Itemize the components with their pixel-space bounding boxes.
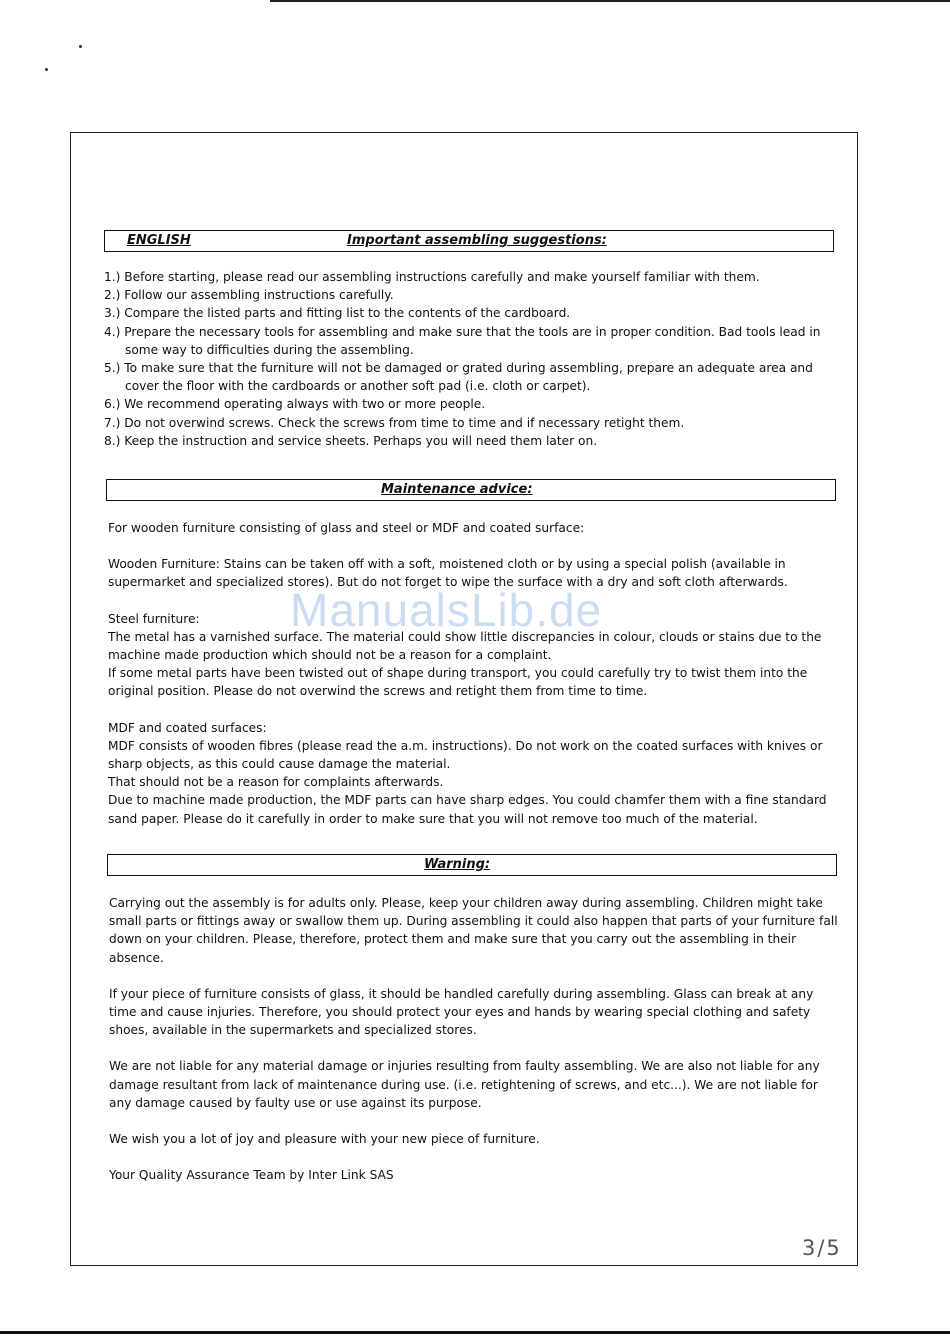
maintenance-intro: For wooden furniture consisting of glass and steel or MDF and coated surface: [108, 521, 585, 535]
list-item: 8.) Keep the instruction and service sheets. Perhaps you will need them later on. [104, 433, 598, 448]
language-label: ENGLISH [127, 233, 191, 248]
list-item: 1.) Before starting, please read our assembling instructions carefully and make yourself familiar with them. [104, 270, 760, 284]
warning-paragraph-1: Carrying out the assembly is for adults only. Please, keep your children away during assembling. Children might take small parts or fittings away or swallow them up. During assembling it could also happen that parts of your furniture fall down on your children. Please, therefore, protect them and make sure that you carry out the assembling in their absence. [109, 896, 838, 965]
list-item: 5.) To make sure that the furniture will not be damaged or grated during assembling, prepare an adequate area and cover the floor with the cardboards or another soft pad (i.e. cloth or carpet). [104, 361, 813, 394]
wooden-furniture-text: Wooden Furniture: Stains can be taken off with a soft, moistened cloth or by using a special polish (available in supermarket and specialized stores). But do not forget to wipe the surface with a dry and soft cloth afterwards. [108, 557, 788, 590]
mdf-text-1: MDF consists of wooden fibres (please read the a.m. instructions). Do not work on the coated surfaces with knives or sharp objects, as this could cause damage the material. [108, 738, 823, 772]
suggestions-list [104, 268, 834, 450]
steel-text-2: If some metal parts have been twisted out of shape during transport, you could carefully try to twist them into the original position. Please do not overwind the screws and retight them from time to time. [108, 666, 808, 699]
list-item: 2.) Follow our assembling instructions carefully. [104, 288, 394, 303]
steel-heading: Steel furniture: [108, 611, 200, 626]
maintenance-text [108, 519, 842, 828]
warning-text [109, 894, 843, 1184]
mdf-heading: MDF and coated surfaces: [108, 720, 267, 735]
closing-wish: We wish you a lot of joy and pleasure with your new piece of furniture. [109, 1132, 540, 1147]
maintenance-header-bar [106, 479, 836, 501]
scan-edge-top [270, 0, 950, 2]
warning-title: Warning: [424, 857, 491, 872]
warning-paragraph-3: We are not liable for any material damage or injuries resulting from faulty assembling. We are also not liable for any damage resultant from lack of maintenance during use. (i.e. retightening of screws, and etc...). We are not liable for any damage caused by faulty use or use against its purpose. [109, 1059, 820, 1110]
steel-text-1: The metal has a varnished surface. The material could show little discrepancies in colour, clouds or stains due to the machine made production which should not be a reason for a complaint. [108, 629, 822, 663]
scan-edge-bottom [0, 1331, 950, 1334]
mdf-text-2: That should not be a reason for complaints afterwards. [108, 775, 444, 790]
list-item: 4.) Prepare the necessary tools for assembling and make sure that the tools are in proper condition. Bad tools lead in some way to difficulties during the assembling. [104, 324, 821, 357]
scan-speck [79, 45, 82, 48]
warning-header-bar [107, 854, 837, 876]
warning-paragraph-2: If your piece of furniture consists of glass, it should be handled carefully during assembling. Glass can break at any time and cause injuries. Therefore, you should protect your eyes and hands by wearing special clothing and safety shoes, available in the supermarkets and specialized stores. [109, 986, 814, 1038]
watermark: ManualsLib.de [290, 584, 603, 636]
suggestions-title: Important assembling suggestions: [347, 233, 607, 248]
mdf-text-3: Due to machine made production, the MDF parts can have sharp edges. You could chamfer them with a fine standard sand paper. Please do it carefully in order to make sure that you will not remove too much of the material. [108, 793, 827, 826]
list-item: 6.) We recommend operating always with two or more people. [104, 397, 486, 412]
list-item: 7.) Do not overwind screws. Check the screws from time to time and if necessary retight them. [104, 415, 685, 430]
suggestions-header-bar [104, 230, 834, 252]
list-item: 3.) Compare the listed parts and fitting list to the contents of the cardboard. [104, 306, 571, 321]
maintenance-title: Maintenance advice: [381, 482, 533, 497]
page-number: 3/5 [802, 1236, 842, 1260]
signature: Your Quality Assurance Team by Inter Link SAS [109, 1168, 394, 1183]
scan-speck [45, 68, 48, 71]
